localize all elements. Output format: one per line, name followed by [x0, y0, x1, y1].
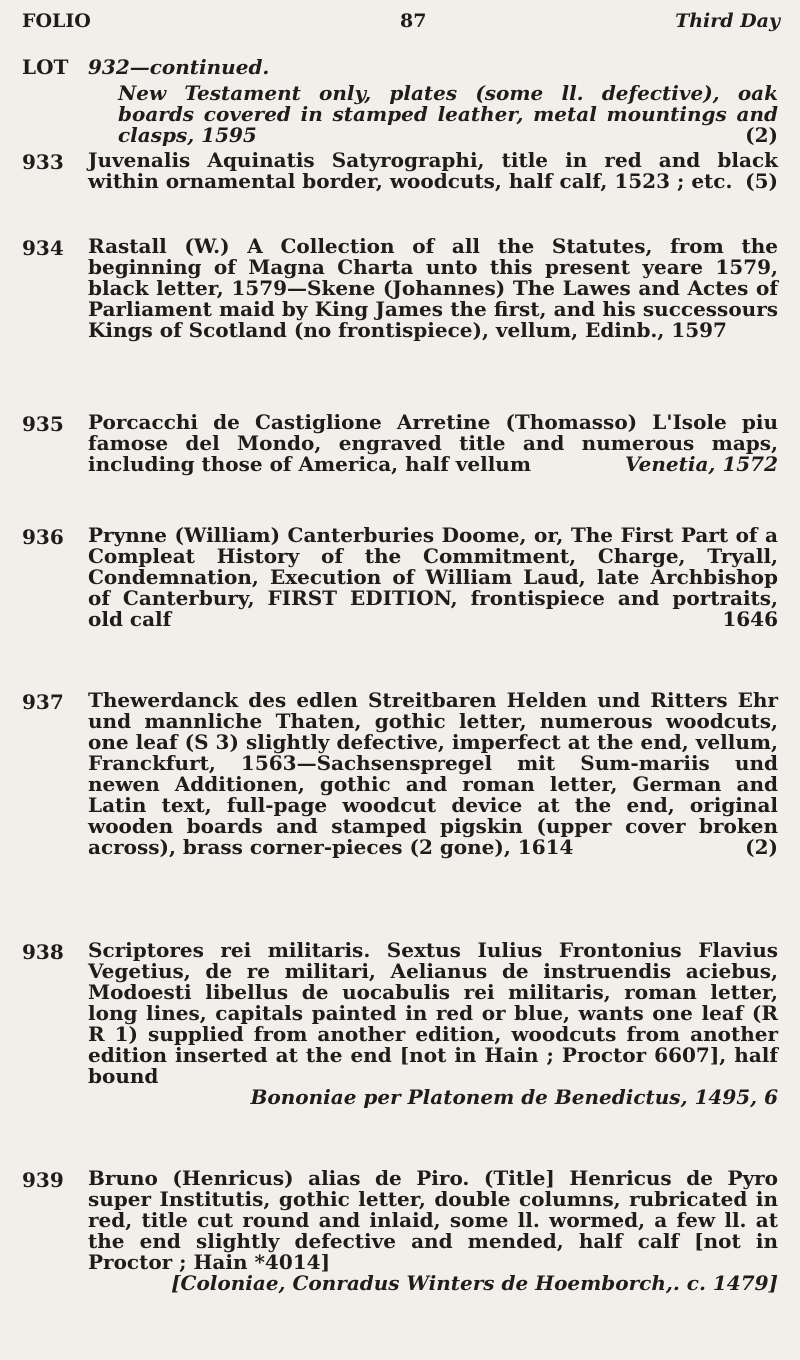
lot-number: 934 — [22, 236, 64, 260]
entry-text: Thewerdanck des edlen Streitbaren Helden und Ritters Ehr und mannliche Thaten, gothic letter, numerous woodcuts, one leaf (S 3) slightly defective, imperfect at the end, vellum, Franckfurt, 1563—Sachsenspregel mit Sum-mariis und newen Additionen, gothic and roman letter, German and Latin text, full-page woodcut device at the end, original wooden boards and stamped pigskin (upper cover broken across), brass corner-pieces (2 gone), 1614 — [88, 688, 778, 859]
entry-text: Rastall (W.) A Collection of all the Statutes, from the beginning of Magna Charta unto this present yeare 1579, black letter, 1579—Skene (Johannes) The Lawes and Actes of Parliament maid by King James the first, and his successours Kings of Scotland (no frontispiece), vellum, Edinb., 1597 — [88, 234, 778, 342]
header-folio: FOLIO — [22, 10, 91, 32]
lot-entry-932-continued — [22, 83, 778, 146]
lot-entry-939 — [22, 1168, 778, 1294]
lot-number: 937 — [22, 690, 64, 714]
entry-imprint: Bononiae per Platonem de Benedictus, 1495, 6 — [250, 1085, 778, 1109]
lot-entry-936 — [22, 525, 778, 630]
entry-tag: (5) — [745, 169, 778, 193]
lot-number: 938 — [22, 940, 64, 964]
running-header — [22, 10, 780, 40]
entry-text: Scriptores rei militaris. Sextus Iulius Frontonius Flavius Vegetius, de re militari, Aelianus de instruendis aciebus, Modoesti libellus de uocabulis rei militaris, roman letter, long lines, capitals painted in red or blue, wants one leaf (R R 1) supplied from another edition, woodcuts from another edition inserted at the end [not in Hain ; Proctor 6607], half bound — [88, 938, 778, 1088]
lot-continued: 932—continued. — [88, 55, 270, 79]
entry-text: Prynne (William) Canterburies Doome, or, The First Part of a Compleat History of the Commitment, Charge, Tryall, Condemnation, Execution of William Laud, late Archbishop of Canterbury, FIRST EDITION, frontispiece and portraits, old calf — [88, 523, 778, 631]
lot-entry-937 — [22, 690, 778, 858]
entry-text: Juvenalis Aquinatis Satyrographi, title in red and black within ornamental border, woodcuts, half calf, 1523 ; etc. — [88, 148, 778, 193]
lot-number: 939 — [22, 1168, 64, 1192]
lot-entry-938 — [22, 940, 778, 1108]
entry-tag: (2) — [745, 123, 778, 147]
entry-tag: Venetia, 1572 — [624, 452, 778, 476]
entry-imprint: [Coloniae, Conradus Winters de Hoemborch,. c. 1479] — [171, 1271, 778, 1295]
header-page-number: 87 — [400, 10, 427, 32]
entry-tag: (2) — [745, 835, 778, 859]
lot-entry-935 — [22, 412, 778, 475]
lot-entry-934 — [22, 236, 778, 341]
entry-text: New Testament only, plates (some ll. defective), oak boards covered in stamped leather, metal mountings and clasps, 1595 — [118, 81, 778, 147]
entry-text: Bruno (Henricus) alias de Piro. (Title] Henricus de Pyro super Institutis, gothic letter, double columns, rubricated in red, title cut round and inlaid, some ll. wormed, a few ll. at the end slightly defective and mended, half calf [not in Proctor ; Hain *4014] — [88, 1166, 778, 1274]
lot-entry-933 — [22, 150, 778, 192]
lot-number: 933 — [22, 150, 64, 174]
entry-tag: 1646 — [722, 607, 778, 631]
lot-number: 935 — [22, 412, 64, 436]
lot-number: 936 — [22, 525, 64, 549]
entry-text: Porcacchi de Castiglione Arretine (Thomasso) L'Isole piu famose del Mondo, engraved title and numerous maps, including those of America, half vellum — [88, 410, 778, 476]
header-day: Third Day — [675, 10, 780, 32]
lot-heading — [22, 55, 269, 79]
lot-label: LOT — [22, 55, 69, 79]
